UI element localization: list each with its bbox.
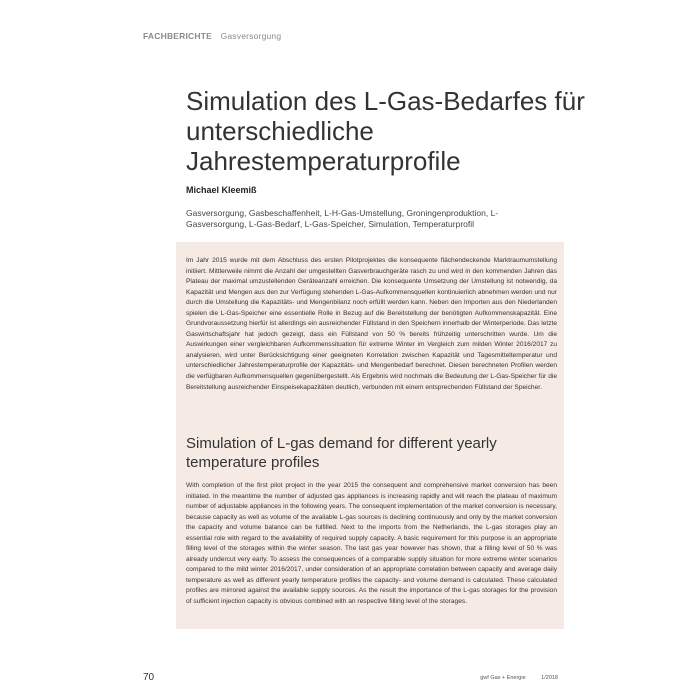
abstract-german: Im Jahr 2015 wurde mit dem Abschluss des ersten Pilotprojektes die konsequente flächendeckende Marktraumumstellung initiiert. Mittlerweile nimmt die Anzahl der umgestellten Gasverbrauchgeräte rasch zu und wird in den kommenden Jahren das Plateau der maximal umzustellenden Geräteanzahl erreichen. Die konsequente Umsetzung der Umstellung ist notwendig, da Kapazität und Mengen aus den zur Verfügung stehenden L-Gas-Aufkommensquellen kontinuierlich abnehmen werden und nur durch die Umstellung die Kapazitäts- und Mengenbilanz noch erfüllt werden kann. Neben den Importen aus den Niederlanden spielen die L-Gas-Speicher eine essentielle Rolle in Bezug auf die Bereitstellung der benötigten Aufkommenskapazität. Eine Grundvoraussetzung hierfür ist allerdings ein ausreichender Füllstand in den Speichern innerhalb der Winterperiode. Das letzte Gaswirtschaftsjahr hat jedoch gezeigt, dass ein Füllstand von 50 % bereits frühzeitig unterschritten wurde. Um die Auswirkungen einer vergleichbaren Aufkommenssituation für extreme Winter im Vergleich zum milden Winter 2016/2017 zu analysieren, wird unter Berücksichtigung einer geeigneten Korrelation zwischen Kapazität und Tagesmitteltemperatur und unterschiedlicher Jahrestemperaturprofile der Kapazitäts- und Mengenbedarf berechnet. Diesen berechneten Profilen werden die verfügbaren Aufkommensquellen gegenübergestellt. Als Ergebnis wird nochmals die Bedeutung der L-Gas-Speicher für die Bereitstellung ausreichender Einspeisekapazitäten deutlich, verbunden mit einem entsprechenden Füllstand der Speicher. <box>186 257 557 391</box>
keywords: Gasversorgung, Gasbeschaffenheit, L-H-Gas-Umstellung, Groningenproduktion, L-Gasversorgung, L-Gas-Bedarf, L-Gas-Speicher, Simulation, Temperaturprofil <box>186 208 499 229</box>
abstract-english: With completion of the first pilot project in the year 2015 the consequent and comprehensive market conversion has been initiated. In the meantime the number of adjusted gas appliances is increasing rapidly and will reach the plateau of maximum number of adjustable appliances in the following years. The consequent implementation of the market conversion is necessary, because capacity as well as volume of the available L-gas sources is declining continuously and only by the market conversion the capacity and volume balance can be fulfilled. Next to the imports from the Netherlands, the L-gas storages play an essential role with regard to the availability of required supply capacity. A basic requirement for this purpose is an appropriate filling level of the storages within the winter season. The last gas year however has shown, that a filling level of 50 % was already undercut very early. To assess the consequences of a comparable supply situation for more extreme winter scenarios compared to the mild winter 2016/2017, under consideration of an appropriate correlation between capacity and average daily temperature as well as different yearly temperature profiles the capacity- and volume demand is calculated. These calculated profiles are mirrored against the available supply sources. As the result the importance of the L-gas storages for the provision of sufficient injection capacity is obvious combined with an respective filling level of the storages. <box>186 482 557 606</box>
running-header <box>143 31 281 41</box>
section-label: FACHBERICHTE <box>143 31 212 41</box>
english-title: Simulation of L-gas demand for different yearly temperature profiles <box>186 435 497 471</box>
journal-footer <box>480 675 558 681</box>
author-name: Michael Kleemiß <box>186 185 257 195</box>
journal-name: gwf Gas + Energie <box>480 675 526 681</box>
page-number: 70 <box>143 672 155 683</box>
topic-label: Gasversorgung <box>220 31 282 41</box>
article-title: Simulation des L-Gas-Bedarfes für unterschiedliche Jahrestemperaturprofile <box>186 86 585 176</box>
issue-number: 1/2018 <box>541 675 558 681</box>
